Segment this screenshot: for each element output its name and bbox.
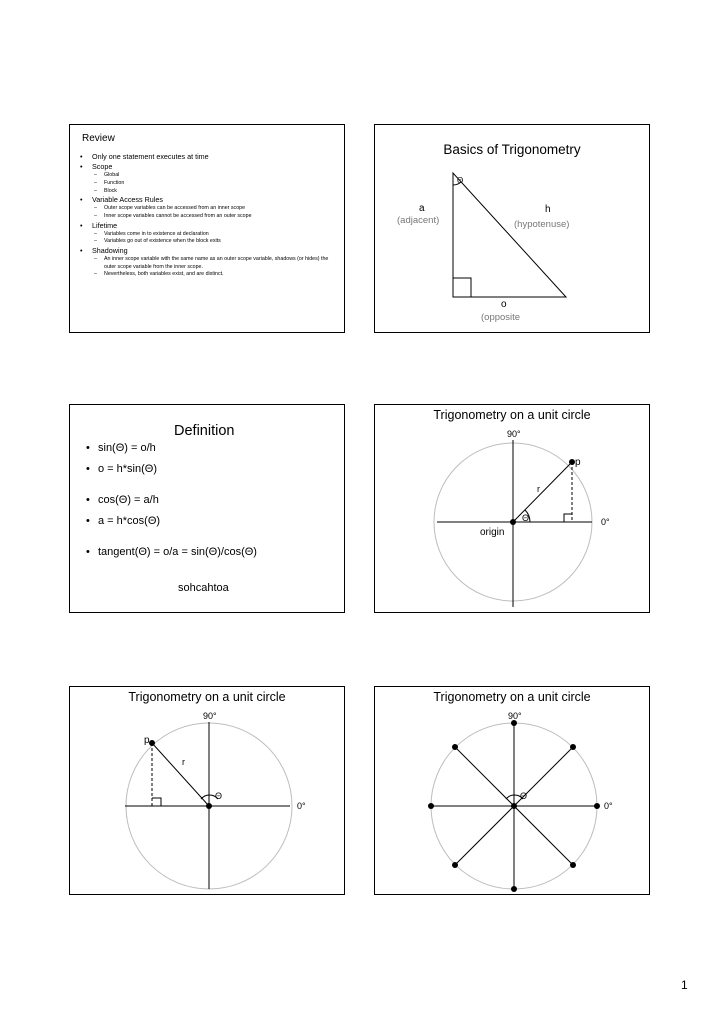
bullet-text: Variable Access Rules (92, 195, 163, 205)
definition-item: • sin(Θ) = o/h (86, 438, 341, 459)
circle-point (511, 886, 517, 892)
review-bullet-item (80, 195, 340, 205)
slide-title: Basics of Trigonometry (443, 142, 581, 157)
definition-bullet-list (86, 438, 341, 563)
circle-point (594, 803, 600, 809)
circle-point (452, 862, 458, 868)
side-a-label: a (419, 203, 425, 214)
slide-unit-circle-3 (374, 686, 650, 895)
slide-title: Trigonometry on a unit circle (433, 690, 591, 704)
review-sub-bullet-item: – Variables go out of existence when the block exits (80, 238, 340, 246)
review-sub-bullet-item: – Block (80, 188, 340, 196)
page-number: 1 (681, 978, 688, 992)
right-triangle-figure (375, 125, 650, 333)
slide-title: Definition (174, 423, 235, 439)
side-o-caption: (opposite (481, 312, 521, 323)
circle-point (452, 744, 458, 750)
review-bullet-item (80, 246, 340, 256)
circle-point (570, 744, 576, 750)
origin-point (511, 803, 517, 809)
bullet-text: Shadowing (92, 245, 128, 255)
review-bullet-item (80, 221, 340, 231)
bullet-text: Only one statement executes at time (92, 152, 209, 161)
point-p (149, 740, 155, 746)
slide-unit-circle-2 (69, 686, 345, 895)
side-h-label: h (545, 204, 551, 215)
right-angle-label: 0° (604, 801, 613, 811)
radius-label: r (182, 757, 185, 767)
origin-label: origin (480, 527, 505, 538)
sub-bullet-group (80, 231, 340, 246)
theta-label: Θ (522, 513, 530, 523)
unit-circle-figure (375, 687, 650, 895)
review-bullet-item (80, 162, 340, 172)
right-angle-marker (152, 798, 161, 806)
top-angle-label: 90° (203, 711, 217, 721)
definition-item: • cos(Θ) = a/h (86, 490, 341, 511)
right-angle-label: 0° (297, 801, 306, 811)
origin-point (206, 803, 212, 809)
review-sub-bullet-item: – Function (80, 180, 340, 188)
top-angle-label: 90° (507, 429, 521, 439)
review-sub-bullet-item: – Outer scope variables can be accessed from an inner scope (80, 205, 340, 213)
spacer (86, 480, 341, 490)
sub-bullet-group (80, 256, 340, 279)
radius-line (152, 743, 209, 806)
point-p-label: p (575, 457, 581, 468)
bullet-text: Scope (92, 162, 113, 172)
circle-point (570, 862, 576, 868)
slide-definition (69, 404, 345, 613)
definition-item: • tangent(Θ) = o/a = sin(Θ)/cos(Θ) (86, 542, 341, 563)
review-sub-bullet-item: – Variables come in to existence at declaration (80, 231, 340, 239)
review-sub-bullet-item: – Global (80, 172, 340, 180)
radius-label: r (537, 484, 540, 494)
review-bullet-item (80, 152, 340, 162)
side-o-label: o (501, 299, 507, 310)
circle-point (428, 803, 434, 809)
side-a-caption: (adjacent) (397, 215, 440, 226)
review-bullet-list (80, 152, 340, 279)
origin-point (510, 519, 516, 525)
top-angle-label: 90° (508, 711, 522, 721)
slide-unit-circle-1 (374, 404, 650, 613)
point-p-label: p (144, 735, 150, 746)
unit-circle-figure (70, 687, 345, 895)
theta-label: Θ (215, 791, 223, 801)
definition-item: • o = h*sin(Θ) (86, 459, 341, 480)
right-angle-label: 0° (601, 517, 610, 527)
slide-title: Trigonometry on a unit circle (433, 408, 591, 422)
review-sub-bullet-item: – An inner scope variable with the same name as an outer scope variable, shadows (or hides) the outer scope variable from the inner scope. (80, 256, 340, 271)
spacer (86, 532, 341, 542)
slide-review (69, 124, 345, 333)
bullet-text: Lifetime (92, 220, 118, 230)
theta-label: Θ (457, 176, 464, 185)
definition-item: • a = h*cos(Θ) (86, 511, 341, 532)
slide-title: Trigonometry on a unit circle (128, 690, 286, 704)
slide-basics-of-trigonometry (374, 124, 650, 333)
right-angle-marker (453, 278, 471, 297)
side-h-caption: (hypotenuse) (514, 219, 570, 230)
review-sub-bullet-item: – Nevertheless, both variables exist, and are distinct. (80, 271, 340, 279)
sub-bullet-group (80, 172, 340, 195)
sub-bullet-group (80, 205, 340, 220)
right-angle-marker (564, 514, 572, 522)
review-sub-bullet-item: – Inner scope variables cannot be accessed from an outer scope (80, 213, 340, 221)
slide-title: Review (82, 133, 115, 144)
theta-label: Θ (520, 791, 528, 801)
mnemonic-text: sohcahtoa (178, 582, 229, 594)
unit-circle-figure (375, 405, 650, 613)
